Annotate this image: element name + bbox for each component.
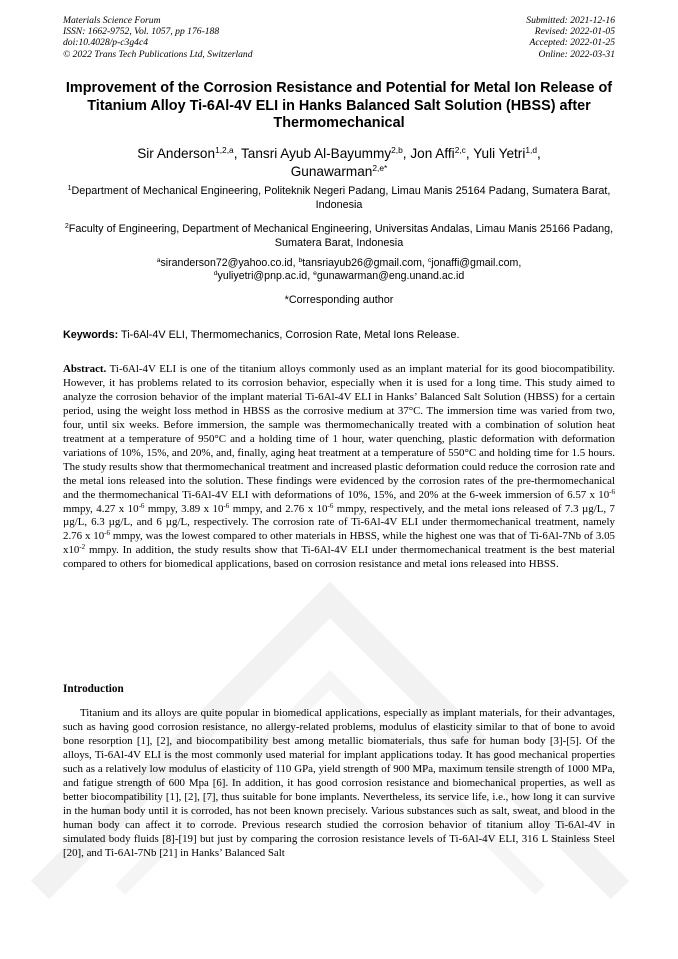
- paper-title: Improvement of the Corrosion Resistance and Potential for Metal Ion Release of Titanium Alloy Ti-6Al-4V ELI in Hanks Balanced Salt Solution (HBSS) after Thermomechanical: [65, 80, 613, 132]
- abstract-text: mmpy. In addition, the study results show that Ti-6Al-4V ELI under thermomechanical treatment is the best material compared to others for biomedical applications, based on corrosion resistance and metal ions released into HBSS.: [63, 544, 615, 571]
- introduction-heading: Introduction: [63, 683, 124, 695]
- journal-copyright: © 2022 Trans Tech Publications Ltd, Switzerland: [63, 48, 253, 60]
- email-mark: a: [156, 257, 161, 264]
- affiliation-1: [63, 184, 615, 212]
- keywords-text: Ti-6Al-4V ELI, Thermomechanics, Corrosion Rate, Metal Ions Release.: [121, 329, 460, 341]
- introduction-paragraph: Titanium and its alloys are quite popular in biomedical applications, especially as implant materials, for their advantages, such as having good corrosion resistance, no allergy-related problems, modulus of elasticity similar to that of bone to avoid bone resorption [1], [2], and biocompatibility best among metallic biomaterials, thus safe for human body [3]-[5]. Of the alloys, Ti-6Al-4V ELI is the most commonly used material for implant applications today. It has good mechanical properties such as a relatively low modulus of elasticity of 110 GPa, yield strength of 900 MPa, maximum tensile strength of 1000 MPa, and fatigue strength of 600 Mpa [6]. In addition, it has good corrosion resistance and biomechanical properties, as well as better biocompatibility [1], [2], [7], thus suitable for bone implants. Nevertheless, its service life, i.e., how long it can survive in the human body until it is corroded, has not been known precisely. Various substances such as salt, sweat, and blood in the human body can affect it to corrode. Previous research studied the corrosion behavior of titanium alloy Ti-6Al-4V in simulated body fluids [8]-[19] but just by comparing the corrosion resistance levels of Ti-6Al-4V ELI, 316 L Stainless Steel [20], and Ti-6Al-7Nb [21] in Hanks’ Balanced Salt: [63, 707, 615, 859]
- exponent: -6: [609, 487, 615, 496]
- email-mark: b: [298, 257, 303, 264]
- journal-name: Materials Science Forum: [63, 15, 161, 26]
- affiliation-mark: 1: [67, 185, 72, 192]
- exponent: -6: [138, 501, 145, 510]
- author-name: Yuli Yetri: [473, 146, 526, 161]
- author-separator: ,: [233, 146, 242, 161]
- author-name: Tansri Ayub Al-Bayummy: [241, 146, 392, 161]
- author-name: Gunawarman: [290, 164, 373, 179]
- keywords-label: Keywords:: [63, 329, 119, 341]
- email-separator: ,: [518, 257, 522, 269]
- author-affil-mark: 1,2,a: [215, 145, 234, 155]
- email-address[interactable]: yuliyetri@pnp.ac.id: [217, 270, 308, 283]
- author-separator: ,: [465, 146, 474, 161]
- abstract-text: mmpy, respectively, and the metal ions released of 7.3 µg/L, 7 µg/L, 6.3 µg/L, and 6 µg/L, respectively. The corrosion rate of Ti-6Al-4V ELI under thermomechanical treatment, namely 2.76 x 10: [63, 502, 615, 543]
- keywords-line: [63, 329, 615, 342]
- abstract-text: mmpy, 4.27 x 10: [63, 502, 139, 515]
- author-name: Jon Affi: [410, 146, 455, 161]
- exponent: -6: [223, 501, 230, 510]
- author-name: Sir Anderson: [137, 146, 216, 161]
- journal-info: [63, 15, 253, 60]
- email-mark: c: [427, 257, 432, 264]
- author-affil-mark: 2,e*: [372, 163, 388, 173]
- date-accepted: Accepted: 2022-01-25: [529, 37, 615, 49]
- email-separator: ,: [421, 257, 428, 269]
- abstract-text: mmpy, 3.89 x 10: [144, 502, 224, 515]
- email-address[interactable]: tansriayub26@gmail.com: [302, 257, 422, 269]
- exponent: -6: [327, 501, 334, 510]
- author-separator: ,: [537, 146, 541, 161]
- author-affil-mark: 2,b: [391, 145, 403, 155]
- abstract-text: Ti-6Al-4V ELI is one of the titanium alloys commonly used as an implant material for its good biocompatibility. However, it has problems related to its corrosion behavior, especially when it is used for a long time. This study aimed to analyze the corrosion behavior of the implant material Ti-6Al-4V ELI in Hanks’ Balanced Salt Solution (HBSS) for a certain period, using the weight loss method in HBSS as the corrosive medium at 37°C. The immersion time was varied from two, four, until six weeks. Before immersion, the sample was thermomechanically treated with a combination of solution heat treatment at a temperature of 950°C and a holding time of 1 hour, water quenching, plastic deformation with deformation variations of 10%, 15%, and 20%, and, finally, aging heat treatment at a temperature of 550°C and holding time for 1.5 hours. The study results show that thermomechanical treatment and increased plastic deformation could reduce the corrosion rate and the metal ions released into the solution. These findings were evidenced by the corrosion rates of the pre-thermomechanical and the thermomechanical Ti-6Al-4V ELI with deformations of 10%, 15%, and 20% at the 6-week immersion of 6.57 x 10: [63, 363, 616, 501]
- abstract-text: mmpy, and 2.76 x 10: [229, 502, 328, 515]
- affiliation-mark: 2: [64, 223, 69, 230]
- date-online: Online: 2022-03-31: [538, 48, 615, 60]
- corresponding-author-note: *Corresponding author: [284, 294, 394, 306]
- email-list: [63, 257, 615, 284]
- email-separator: ,: [307, 270, 314, 283]
- abstract-paragraph: [63, 363, 615, 572]
- submission-dates: [526, 15, 615, 60]
- email-address[interactable]: jonaffi@gmail.com: [431, 257, 519, 269]
- abstract-text: mmpy, was the lowest compared to other materials in HBSS, while the highest one was that of Ti-6Al-7Nb of 3.05 x10: [63, 530, 615, 557]
- author-affil-mark: 1,d: [525, 145, 537, 155]
- author-list: [63, 145, 615, 181]
- affiliation-text: Department of Mechanical Engineering, Politeknik Negeri Padang, Limau Manis 25164 Padang, Sumatera Barat, Indonesia: [71, 185, 611, 211]
- affiliation-text: Faculty of Engineering, Department of Mechanical Engineering, Universitas Andalas, Limau Manis 25166 Padang, Sumatera Barat, Indonesia: [68, 223, 614, 249]
- email-mark: e: [313, 270, 317, 278]
- email-separator: ,: [292, 257, 299, 269]
- journal-issn: ISSN: 1662-9752, Vol. 1057, pp 176-188: [63, 26, 220, 38]
- email-address[interactable]: siranderson72@yahoo.co.id: [160, 257, 293, 269]
- exponent: -6: [104, 529, 111, 538]
- affiliation-2: [63, 222, 615, 250]
- date-submitted: Submitted: 2021-12-16: [526, 15, 615, 26]
- author-affil-mark: 2,c: [454, 145, 466, 155]
- author-separator: ,: [402, 146, 411, 161]
- abstract-label: Abstract.: [63, 363, 107, 375]
- email-mark: d: [213, 270, 218, 278]
- exponent: -2: [79, 543, 86, 552]
- email-address[interactable]: gunawarman@eng.unand.ac.id: [316, 270, 465, 283]
- journal-doi: doi:10.4028/p-c3g4c4: [63, 37, 148, 49]
- date-revised: Revised: 2022-01-05: [534, 26, 615, 38]
